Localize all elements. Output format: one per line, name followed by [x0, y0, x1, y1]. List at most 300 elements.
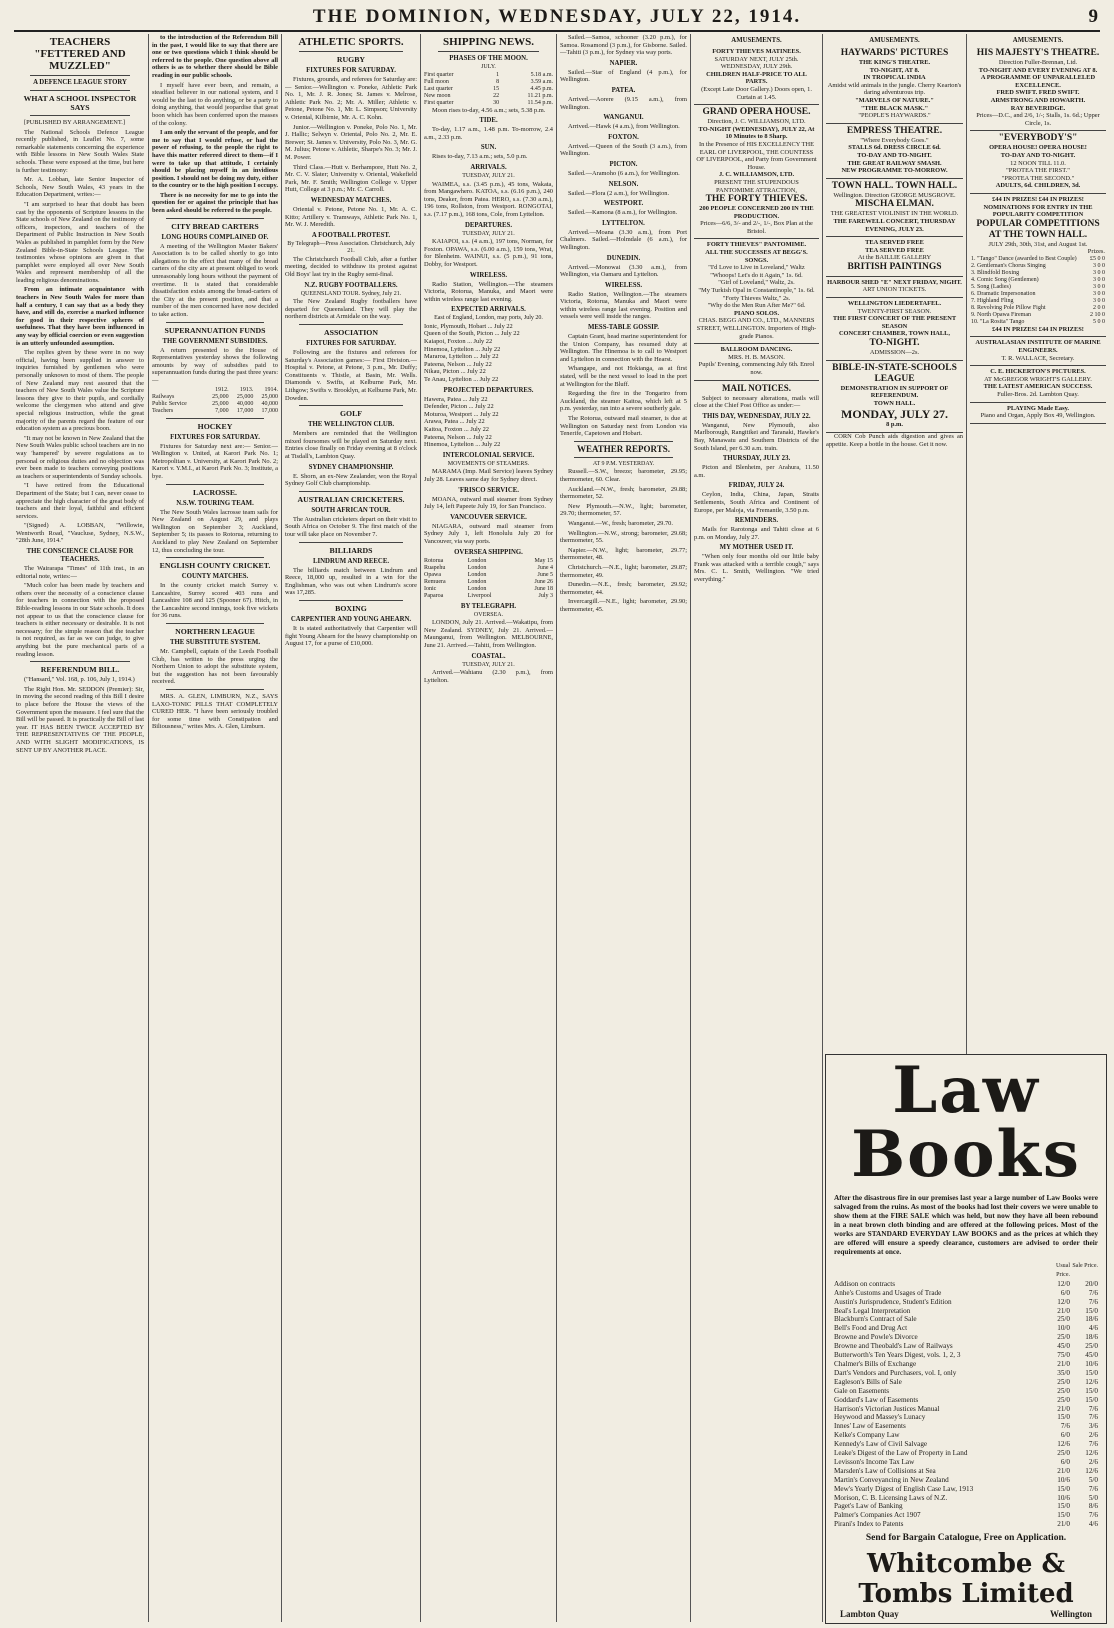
book-title: Leake's Digest of the Law of Property in Land [834, 1449, 968, 1458]
table-cell: June 4 [537, 564, 553, 571]
subhead-hockey: HOCKEY [197, 421, 233, 431]
book-title: Palmer's Companies Act 1907 [834, 1511, 921, 1520]
subhead-lindrum: LINDRUM AND REECE. [312, 557, 390, 565]
table-cell: 1 [496, 71, 500, 78]
ad-title: GRAND OPERA HOUSE. [702, 107, 811, 118]
table-row [152, 394, 278, 401]
subhead-protest: A FOOTBALL PROTEST. [311, 231, 391, 239]
shipping-paragraph: WAIMEA, s.s. (3.45 p.m.), 45 tons, Wakata, from Mangawhero. KATOA, s.s. (6.16 p.m.), 240 tons, Deaker, from Patea. HERO, s.s. (7.30 a.m.), 196 tons, Rollston, from Westport. RONGOTAI, s.s. (7.17 p.m.), 168 tons, Cole, from Lyttelton. [424, 180, 553, 218]
book-title: Marsden's Law of Collisions at Sea [834, 1466, 936, 1475]
table-cell: 2. Gentleman's Chorus Singing [971, 262, 1046, 269]
table-row [424, 100, 553, 107]
ad-line: TO-NIGHT AND EVERY EVENING AT 8. [978, 66, 1098, 74]
book-title: Butterworth's Ten Years Digest, vols. 1, 2, 3 [834, 1351, 961, 1360]
subhead-association: ASSOCIATION [323, 328, 378, 338]
subhead-nz-rugby: N.Z. RUGBY FOOTBALLERS. [304, 281, 398, 289]
ad-line: NEW PROGRAMME TO-MORROW. [841, 167, 948, 175]
book-prices [1042, 1458, 1098, 1467]
shipping-paragraph: NIAGARA, outward mail steamer from Sydney July 1, left Honolulu July 20 for Vancouver, via way ports. [424, 522, 553, 545]
subhead-aus-cricketers: AUSTRALIAN CRICKETERS. [297, 494, 405, 504]
table-row [971, 291, 1105, 298]
book-prices [1042, 1280, 1098, 1289]
subhead-south-african: SOUTH AFRICAN TOUR. [311, 506, 391, 514]
book-sale-price: 5/0 [1088, 1493, 1098, 1502]
subhead-northern-league: NORTHERN LEAGUE [175, 627, 255, 637]
book-row [834, 1413, 1098, 1422]
subhead-dunedin: DUNEDIN. [606, 254, 641, 262]
table-cell: 3 0 0 [1093, 269, 1105, 276]
list-item: Hinemoa, Lyttelton ... July 22 [424, 345, 501, 353]
article-paragraph: E. Shorn, an ex-New Zealander, won the Royal Sydney Golf Club championship. [285, 472, 417, 488]
ad-line: PRESENT THE STUPENDOUS PANTOMIME ATTRACTION, [714, 178, 799, 194]
table-cell: Full moon [424, 78, 449, 85]
book-row [834, 1422, 1098, 1431]
subhead-telegraph: BY TELEGRAPH. [460, 602, 517, 610]
book-sale-price: 4/6 [1088, 1520, 1098, 1529]
weather-line: Christchurch.—N.E., light; barometer, 29.87; thermometer, 49. [560, 563, 687, 579]
book-sale-price: 7/6 [1088, 1511, 1098, 1520]
book-usual-price: 25/0 [1057, 1315, 1070, 1324]
book-usual-price: 75/0 [1057, 1351, 1070, 1360]
list-item: Pateena, Nelson ... July 22 [424, 360, 492, 368]
weather-line: New Plymouth.—N.W., light; barometer, 29.70; thermometer, 57. [560, 502, 687, 518]
ad-line: T. R. WALLACE, Secretary. [1001, 354, 1075, 362]
book-prices [1042, 1289, 1098, 1298]
dateline: THURSDAY, JULY 23. [722, 455, 791, 463]
ad-line: TWENTY-FIRST SEASON. [857, 307, 932, 315]
article-paragraph: The Christchurch Football Club, after a further meeting, decided to withdraw its protest against Old Boys' last try in the Rugby semi-final. [285, 255, 417, 279]
subhead-departures: DEPARTURES. [464, 221, 513, 229]
oversea-table [424, 558, 553, 600]
book-prices [1042, 1476, 1098, 1485]
ad-line: ART UNION TICKETS. [862, 286, 927, 294]
article-paragraph: The New South Wales lacrosse team sails for New Zealand on August 29, and plays Wellington on September 3; Auckland, September 5; its passes to Rotorua, returning to Auckland to play New Zealand on September 12, thus concluding the tour. [152, 508, 278, 554]
ad-line: At the BAILLIE GALLERY [857, 254, 932, 262]
masthead [14, 4, 1100, 32]
book-sale-price: 12/6 [1085, 1466, 1098, 1475]
list-item: "My Turkish Opal in Constantinople," 1s. 6d. [698, 287, 815, 295]
book-title: Kennedy's Law of Civil Salvage [834, 1440, 928, 1449]
subheading: MOVEMENTS OF STEAMERS. [447, 460, 530, 467]
ad-line: Pupils' Evening, commencing July 6th. Enrol now. [698, 361, 815, 376]
table-cell: 25,000 [261, 393, 278, 400]
subhead-substitute: THE SUBSTITUTE SYSTEM. [169, 639, 261, 647]
column-header-usual: Usual Price. [1056, 1263, 1070, 1278]
article-paragraph: The billiards match between Lindrum and Reece, 18,000 up, resulted in a win for the Englishman, who was out when Lindrum's score was 17,285. [285, 566, 417, 597]
ad-line: TEA SERVED FREE [865, 246, 924, 254]
subhead-picton: PICTON. [609, 160, 638, 168]
table-row [424, 558, 553, 565]
list-item: Queen of the South, Picton ... July 22 [424, 330, 520, 338]
book-sale-price: 18/6 [1085, 1315, 1098, 1324]
book-prices [1042, 1502, 1098, 1511]
law-books-intro: After the disastrous fire in our premises last year a large number of Law Books were salvaged from the ruins. As most of the books had lost their covers we were unable to show them at the FIRE SALE which was held, but now they have all been rebound in a neat brown cloth binding and are offered at the following prices. Most of the works are STANDARD EVERYDAY LAW BOOKS and as the prices at which they are offered will ensure a speedy clearance, customers are advised to order their requirements at once. [834, 1193, 1098, 1256]
book-usual-price: 15/0 [1057, 1484, 1070, 1493]
ad-line: PIANO SOLOS. [733, 309, 780, 317]
book-sale-price: 3/6 [1088, 1422, 1098, 1431]
ad-line: ARMSTRONG AND HOWARTH. [990, 96, 1086, 104]
book-title: Dart's Vendors and Purchasers, vol. I, only [834, 1368, 957, 1377]
ad-harbour-shed [826, 277, 963, 298]
headline-athletic: ATHLETIC SPORTS. [298, 36, 404, 48]
ad-line: CHAS. BEGG AND CO., LTD., MANNERS STREET, WELLINGTON. Importers of High-grade Pianos. [696, 317, 817, 340]
table-cell: 2 0 0 [1093, 304, 1105, 311]
subhead-weather: WEATHER REPORTS. [576, 443, 671, 454]
list-item: Hinemoa, Lyttelton ... July 22 [424, 441, 501, 449]
subhead-mother-used-it: MY MOTHER USED IT. [719, 544, 794, 552]
dateline: TUESDAY, JULY 21. [462, 172, 515, 179]
article-paragraph: Wanganui, New Plymouth, also Marlborough, Rangitikei and Taranaki, Hawke's Bay, Manawatu and Southern Districts of the South Island, per 6.30 a.m. train. [694, 421, 819, 452]
column-rule [822, 34, 823, 1622]
ad-empress-theatre [826, 124, 963, 179]
subheading: OVERSEA. [473, 611, 504, 618]
ad-line: Direction Fuller-Brennan, Ltd. [998, 59, 1078, 66]
article-paragraph: ("Hansard," Vol. 168, p. 106, July 1, 1914.) [24, 676, 135, 684]
book-usual-price: 10/0 [1057, 1324, 1070, 1333]
book-prices [1042, 1467, 1098, 1476]
ad-line: £44 IN PRIZES! £44 IN PRIZES! [992, 195, 1084, 203]
article-paragraph: "I have retired from the Educational Department of the State; but I can, never cease to appreciate the high character of the great body of teachers and their loyal, faithful and efficient services. [16, 482, 144, 520]
month-label: JULY. [481, 64, 496, 70]
table-cell: 17,000 [261, 407, 278, 414]
book-usual-price: 12/0 [1057, 1297, 1070, 1306]
ad-marine-engineers [970, 337, 1106, 366]
column-5 [560, 34, 687, 1622]
subhead-referendum-bill: REFERENDUM BILL. [40, 665, 120, 675]
book-sale-price: 25/0 [1085, 1342, 1098, 1351]
shipping-paragraph: Arrived.—Hawk (4 a.m.), from Wellington. [568, 123, 680, 131]
ad-title: FORTY THIEVES" PANTOMIME. [706, 241, 807, 249]
book-title: Chalmer's Bills of Exchange [834, 1359, 917, 1368]
book-sale-price: 7/6 [1088, 1440, 1098, 1449]
book-prices [1042, 1324, 1098, 1333]
ad-line: JULY 29th, 30th, 31st, and August 1st. [988, 240, 1088, 248]
table-cell: Opawa [424, 571, 441, 578]
book-sale-price: 7/6 [1088, 1288, 1098, 1297]
weather-line: Wanganui.—W., fresh; barometer, 29.70. [568, 519, 673, 527]
ad-line: 200 PEOPLE CONCERNED 200 IN THE PRODUCTION. [699, 205, 814, 220]
shipping-paragraph: KAIAPOI, s.s. (4 a.m.), 197 tons, Norman, for Foxton. OPAWA, s.s. (6.00 a.m.), 159 tons, Wrat, for Blenheim. WAINUI, s.s. (5 p.m.), 91 tons, Dobby, for Westport. [424, 238, 553, 268]
subhead-vancouver: VANCOUVER SERVICE. [450, 513, 527, 521]
ad-his-majestys-theatre [970, 46, 1106, 131]
ad-line: TO-NIGHT, AT 8. [869, 66, 920, 74]
table-cell: Paparoa [424, 592, 444, 599]
sun-times: Rises to-day, 7.13 a.m.; sets, 5.0 p.m. [432, 153, 528, 161]
table-cell: 4. Comic Song (Gentlemen) [971, 276, 1039, 283]
table-cell: Liverpool [467, 592, 492, 599]
dateline: TUESDAY, JULY 21. [462, 661, 515, 668]
book-title: Browne and Powle's Divorce [834, 1333, 918, 1342]
shipping-paragraph: Arrived.—Wahianu (2.30 p.m.), from Lyttelton. [424, 669, 553, 684]
ad-line: "THE BLACK MASK." [860, 104, 929, 112]
ad-title: TOWN HALL. TOWN HALL. [831, 180, 958, 191]
ad-line: Direction, J. C. WILLIAMSON, LTD. [707, 118, 806, 126]
column-2 [152, 34, 278, 1622]
table-cell: 6. Dramatic Impersonation [971, 290, 1036, 297]
weather-line: Napier.—N.W., light; barometer, 29.77; thermometer, 48. [560, 546, 687, 562]
dateline: QUEENSLAND TOUR. Sydney, July 21. [300, 290, 402, 297]
shipping-paragraph: Sailed.—Star of England (4 p.m.), for Wellington. [560, 68, 687, 84]
table-cell: Rotorua [424, 557, 444, 564]
table-cell: 15 [493, 85, 500, 92]
article-paragraph: Oriental v. Petone, Petone No. 1, Mr. A. C. Kitto; Artillery v. Tramways, Athletic Park No. 1, Mr. W. J. Meredith. [285, 205, 417, 229]
table-header: 1913. [239, 386, 254, 393]
book-prices [1042, 1360, 1098, 1369]
ad-line: Wellington. Direction GEORGE MUSGROVE. [833, 191, 956, 199]
article-paragraph: Picton and Blenheim, per Arahura, 11.50 a.m. [694, 464, 819, 479]
table-row [971, 284, 1105, 291]
ad-title: BIBLE-IN-STATE-SCHOOLS LEAGUE [832, 362, 957, 384]
list-item: "Why do the Men Run After Me?" 6d. [707, 302, 806, 310]
ad-line: THE FIRST CONCERT OF THE PRESENT SEASON [832, 315, 957, 330]
table-row [424, 72, 553, 79]
table-cell: Railways [152, 393, 175, 400]
article-paragraph: Fixtures for Saturday next are:— Senior.—Wellington v. United, at Karori Park No. 1; Metropolitan v. University, at Karori Park No. 2; Karori v. Y.M.I., at Karori Park No. 3; Institute, a bye. [152, 442, 278, 480]
table-row [424, 86, 553, 93]
table-cell: 3. Blindfold Boxing [971, 269, 1020, 276]
book-prices [1042, 1307, 1098, 1316]
book-prices [1042, 1511, 1098, 1520]
list-item: Nikau, Picton ... July 22 [424, 368, 486, 376]
book-sale-price: 15/0 [1085, 1306, 1098, 1315]
article-paragraph: "It may not be known in New Zealand that the New South Wales public school teachers are in no way 'hampered' by severe regulations as to personal or religious duties and no objection was ever been made to teachers conveying positions as teachers or superintendents of Sunday schools. [16, 434, 144, 480]
table-cell: 1. "Tango" Dance (awarded to Best Couple) [971, 255, 1077, 262]
table-row [424, 93, 553, 100]
subhead-conscience-clause: THE CONSCIENCE CLAUSE FOR TEACHERS. [26, 548, 134, 564]
subhead-touring: N.S.W. TOURING TEAM. [176, 499, 254, 507]
table-cell: New moon [424, 92, 451, 99]
table-cell: 4.45 p.m. [530, 85, 553, 92]
ad-line: THE KING'S THEATRE. [858, 59, 931, 66]
table-cell: 10. "La Rosita" Tango [971, 318, 1025, 325]
book-usual-price: 21/0 [1057, 1359, 1070, 1368]
prize-table [971, 256, 1105, 326]
advertorial-paragraph: MRS. A. GLEN, LIMBURN, N.Z., SAYS LAXO-TONIC PILLS THAT COMPLETELY CURED HER. "I have been seriously troubled for some time with Constipation and Biliousness," writes Mrs. A. Glen, Limburn. [152, 693, 278, 731]
book-row [834, 1458, 1098, 1467]
book-title: Mew's Yearly Digest of English Case Law, 1913 [834, 1484, 974, 1493]
ad-hickerton-pictures [970, 366, 1106, 402]
subhead-westport: WESTPORT. [603, 200, 644, 208]
article-paragraph: "Much color has been made by teachers and others over the necessity of a conscience clause for teachers in connection with the proposed Bible-reading lessons in our State schools. It does not appear to us that the conscience clause for teachers is either necessary or desirable. It is not necessary; for the simple reason that the teacher is not required, as far as we can judge, to give anything but the pure mechanical parts of a reading lesson. [16, 582, 144, 658]
ad-popular-competitions [970, 194, 1106, 338]
book-row [834, 1476, 1098, 1485]
page-number: 9 [1088, 6, 1098, 27]
book-usual-price: 35/0 [1057, 1368, 1070, 1377]
book-row [834, 1396, 1098, 1405]
weather-line: Wellington.—N.W., strong; barometer, 29.68; thermometer, 55. [560, 529, 687, 545]
article-paragraph: The National Schools Defence League recently published, in Leaflet No. 7, some remarkable statements concerning the experience with Bible lessons in New South Wales State schools. These were exposed at the time, but here is further testimony: [16, 128, 144, 174]
book-sale-price: 18/6 [1085, 1333, 1098, 1342]
ad-line: ALL THE SUCCESSES AT BEGG'S. [705, 249, 808, 257]
book-row [834, 1449, 1098, 1458]
moon-times: Moon rises to-day, 4.56 a.m.; sets, 5.38 p.m. [432, 106, 546, 114]
subhead-golf: GOLF [339, 409, 363, 419]
subhead-intercolonial: INTERCOLONIAL SERVICE. [442, 451, 535, 459]
table-cell: 17,000 [236, 407, 254, 414]
ad-line: ADULTS, 6d. CHILDREN, 3d. [995, 182, 1081, 190]
subhead-fixtures: FIXTURES FOR SATURDAY. [306, 67, 396, 74]
table-cell: Ruapehu [424, 564, 446, 571]
table-cell: June 5 [537, 571, 553, 578]
book-prices [1042, 1298, 1098, 1307]
book-usual-price: 6/0 [1060, 1431, 1070, 1440]
table-cell: 7. Highland Fling [971, 297, 1014, 304]
table-row [971, 319, 1105, 326]
ad-title: HAYWARDS' PICTURES [840, 48, 949, 58]
book-prices [1042, 1520, 1098, 1529]
book-row [834, 1405, 1098, 1414]
ad-forty-thieves-matinees [694, 46, 819, 105]
section-amusements: AMUSEMENTS. [1012, 37, 1064, 44]
subhead-coastal: COASTAL. [471, 652, 506, 660]
dateline: East of England, London, may ports, July 20. [434, 315, 543, 322]
ad-title: AUSTRALASIAN INSTITUTE OF MARINE ENGINEERS. [975, 339, 1101, 355]
table-cell: First quarter [424, 71, 454, 78]
book-prices [1042, 1405, 1098, 1414]
ad-line: MONDAY, JULY 27. [841, 407, 948, 422]
book-title: Austin's Jurisprudence, Student's Edition [834, 1297, 952, 1306]
book-row [834, 1502, 1098, 1511]
ad-line: J. C. WILLIAMSON, LTD. [718, 171, 795, 179]
article-paragraph: Mails for Rarotonga and Tahiti close at 6 p.m. on Monday, July 27. [694, 526, 819, 541]
subhead-defence-league: A DEFENCE LEAGUE STORY [33, 79, 127, 86]
table-row [424, 579, 553, 586]
ad-line: THE GREATEST VIOLINIST IN THE WORLD. [830, 210, 959, 218]
ad-title: POPULAR COMPETITIONS AT THE TOWN HALL. [976, 218, 1100, 240]
ad-line: £44 IN PRIZES! £44 IN PRIZES! [992, 325, 1084, 333]
ad-piano-playing [970, 403, 1106, 424]
table-cell: 30 [493, 99, 500, 106]
newspaper-title: THE DOMINION, WEDNESDAY, JULY 22, 1914. [312, 6, 802, 27]
column-3 [285, 34, 417, 1622]
table-row [971, 305, 1105, 312]
table-cell: May 15 [534, 557, 553, 564]
book-usual-price: 25/0 [1057, 1377, 1070, 1386]
subhead-subsidies: THE GOVERNMENT SUBSIDIES. [162, 337, 268, 345]
article-paragraph: Mr. Campbell, captain of the Leeds Football Club, has written to the press urging the Northern Union to adopt the substitute system, but the suggestion has not been favourably received. [152, 648, 278, 686]
ad-line: THE FAREWELL CONCERT, THURSDAY EVENING, JULY 23. [833, 217, 956, 233]
subhead-rugby: RUGBY [336, 55, 366, 64]
book-row [834, 1315, 1098, 1324]
book-usual-price: 21/0 [1057, 1520, 1070, 1529]
table-cell: 3 0 0 [1093, 297, 1105, 304]
ad-law-books [825, 1054, 1107, 1624]
book-usual-price: 15/0 [1057, 1511, 1070, 1520]
table-cell: £5 0 0 [1090, 255, 1105, 262]
weather-line: Auckland.—N.W., fresh; barometer, 29.88; thermometer, 52. [560, 485, 687, 501]
article-paragraph: The Australian cricketers depart on their visit to South Africa on October 9. The first match of the tour will take place on November 7. [285, 515, 417, 538]
subhead-bread-carters: CITY BREAD CARTERS [171, 221, 259, 231]
table-cell: 5.18 a.m. [530, 71, 553, 78]
ad-line: FRED SWIFT. FRED SWIFT. [996, 89, 1080, 97]
dateline: THIS DAY, WEDNESDAY, JULY 22. [702, 412, 811, 420]
table-cell: 25,000 [212, 393, 229, 400]
book-usual-price: 7/6 [1060, 1422, 1070, 1431]
subhead-inspector: WHAT A SCHOOL INSPECTOR SAYS [23, 94, 137, 112]
subhead-sydney: SYDNEY CHAMPIONSHIP. [308, 463, 394, 471]
table-cell: 22 [493, 92, 500, 99]
table-cell: Remuera [424, 578, 446, 585]
ad-grand-opera-house [694, 105, 819, 239]
shipping-paragraph: LONDON, July 21. Arrived.—Wakatipu, from New Zealand. SYDNEY, July 21. Arrived.—Maunganui, from Wellington. MELBOURNE, June 21. Arrived.—Tahiti, from Wellington. [424, 619, 553, 649]
table-row [424, 586, 553, 593]
byline: [PUBLISHED BY ARRANGEMENT.] [24, 119, 126, 126]
table-cell: London [467, 571, 487, 578]
book-sale-price: 2/6 [1088, 1431, 1098, 1440]
subhead-projected: PROJECTED DEPARTURES. [443, 386, 534, 394]
book-usual-price: 25/0 [1057, 1395, 1070, 1404]
table-cell: Public Service [152, 400, 187, 407]
book-sale-price: 8/6 [1088, 1502, 1098, 1511]
ad-haywards-pictures [826, 46, 963, 124]
address-street: Lambton Quay [840, 1609, 899, 1620]
subhead-arrivals: ARRIVALS. [470, 163, 507, 171]
article-paragraph: The replies given by these were in no way official, having been supplied in answer to inquiries furnished by gentlemen who were personally unknown to most of them. The people of New Zealand may rest assured that the teachers of New South Wales value the Scripture lessons they give to their pupils, and cordially welcome the clergymen who attend and give special religious instruction, while the great majority of the parents regard the feature of our education system as a precious boon. [16, 349, 144, 433]
book-row [834, 1494, 1098, 1503]
book-usual-price: 21/0 [1057, 1404, 1070, 1413]
table-header: Prizes. [1087, 248, 1105, 256]
subhead-foxton: FOXTON. [608, 133, 639, 141]
dateline: AT 9 P.M. YESTERDAY. [592, 460, 655, 467]
table-row [152, 401, 278, 408]
book-sale-price: 10/6 [1085, 1359, 1098, 1368]
weather-line: Invercargill.—N.E., light; barometer, 29.90; thermometer, 45. [560, 598, 687, 613]
ad-line: OPERA HOUSE! OPERA HOUSE! [989, 144, 1087, 152]
book-row [834, 1280, 1098, 1289]
ad-line: NOMINATIONS FOR ENTRY IN THE POPULARITY COMPETITION [983, 203, 1093, 219]
ad-title: HIS MAJESTY'S THEATRE. [976, 48, 1100, 58]
ad-line: In the Presence of HIS EXCELLENCY THE EARL OF LIVERPOOL, THE COUNTESS OF LIVERPOOL, and Party from Government House. [696, 140, 817, 171]
book-row [834, 1298, 1098, 1307]
subhead-wireless: WIRELESS. [604, 281, 643, 289]
weather-line: Dunedin.—N.E., fresh; barometer, 29.92; thermometer, 44. [560, 581, 687, 596]
subhead-oversea: OVERSEA SHIPPING. [454, 548, 523, 556]
table-cell: 11.21 p.m. [527, 92, 553, 99]
ad-line: TO-NIGHT. [869, 338, 920, 349]
article-paragraph: I myself have ever been, and remain, a steadfast believer in our national system, and I would be the last to do anything, or be a party to doing anything, that would jeopardise that great boon which has been conferred upon the masses of the colony. [152, 81, 278, 127]
table-cell: First quarter [424, 99, 454, 106]
firm-name: Whitcombe & Tombs Limited [858, 1549, 1074, 1610]
book-title: Levisson's Income Tax Law [834, 1457, 915, 1466]
subhead-boxing: BOXING [335, 603, 367, 613]
subhead-superannuation: SUPERANNUATION FUNDS [164, 325, 266, 335]
article-paragraph: The Wairarapa "Times" of 11th inst., in an editorial note, writes:— [16, 565, 144, 580]
book-sale-price: 4/6 [1088, 1324, 1098, 1333]
ad-line: MISCHA ELMAN. [855, 199, 934, 210]
table-cell: Teachers [152, 407, 174, 414]
book-prices [1042, 1315, 1098, 1324]
subhead-fixtures: FIXTURES FOR SATURDAY. [306, 340, 396, 348]
book-prices [1042, 1449, 1098, 1458]
article-paragraph: "I am surprised to hear that doubt has been cast by the opponents of Scripture lessons in the State schools of New Zealand on the testimony of officers, inspectors, and teachers of the Department of Public Instruction in New South Wales as published in pamphlet form by the New Zealand Bible-in-State Schools League. The testimonies whose opinions are given in that pamphlet were employed all over New South Wales and represent membership of all the leading religious denominations. [16, 200, 144, 284]
column-4 [424, 34, 553, 1622]
book-sale-price: 12/6 [1085, 1377, 1098, 1386]
subhead-expected: EXPECTED ARRIVALS. [451, 306, 526, 314]
book-usual-price: 10/6 [1057, 1475, 1070, 1484]
book-sale-price: 7/6 [1088, 1404, 1098, 1413]
section-amusements: AMUSEMENTS. [731, 37, 782, 44]
subhead-wanganui: WANGANUI. [603, 114, 644, 122]
shipping-paragraph: Whangape, and not Hokianga, as at first stated, will be the next vessel to load in the port at Wellington for the Bluff. [560, 365, 687, 388]
ad-line: TOWN HALL. [873, 399, 916, 407]
table-cell: London [467, 564, 487, 571]
ad-ballroom-dancing [694, 344, 819, 380]
shipping-paragraph: The Rotorua, outward mail steamer, is due at Wellington on Saturday next from London via Tenerife, Capetown and Hobart. [560, 415, 687, 438]
ad-line: THE GREAT RAILWAY SMASH. [847, 159, 942, 167]
table-cell: Last quarter [424, 85, 453, 92]
table-row [424, 572, 553, 579]
table-cell: July 3 [538, 592, 553, 599]
